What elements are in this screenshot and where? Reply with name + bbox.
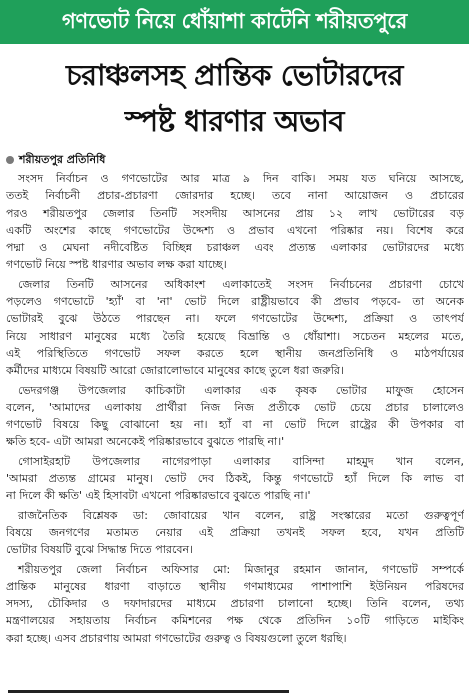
article-line: বলেন, 'আমাদের এলাকায় প্রার্থীরা নিজ নিজ প্রতীকে ভোট চেয়ে প্রচার চালালেও xyxy=(6,400,464,414)
article-line: পড়লেও গণভোটে 'হ্যাঁ' বা 'না' ভোট দিলে রাষ্ট্রীয়ভাবে কী প্রভাব পড়বে- তা অনেক xyxy=(6,295,464,309)
article-line: কর্মীদের মাধ্যমে বিষয়টি আরো জোরালোভাবে মানুষের কাছে তুলে ধরা জরুরি। xyxy=(6,364,344,378)
article-paragraph xyxy=(6,382,464,451)
article-paragraph xyxy=(6,507,464,559)
article-line: মন্ত্রণালয়ের সহায়তায় নির্বাচন কমিশনের পক্ষ থেকে প্রতিদিন ১০টি গাড়িতে মাইকিং xyxy=(6,614,464,628)
article-line: প্রান্তিক মানুষের ধারণা বাড়াতে স্থানীয় গণমাধ্যমের পাশাপাশি ইউনিয়ন পরিষদের xyxy=(6,579,464,593)
article-line: 'আমরা প্রত্যন্ত গ্রামের মানুষ। ভোট দেব ঠিকই, কিন্তু গণভোটে হ্যাঁ দিলে কি লাভ বা xyxy=(6,472,464,486)
article-line: ভোটার বিষয়টি বুঝে সিদ্ধান্ত দিতে পারবেন। xyxy=(6,543,193,557)
article-line: শরীয়তপুর জেলা নির্বাচন অফিসার মো: মিজানুর রহমান জানান, গণভোট সম্পর্কে xyxy=(18,562,464,576)
article-line: ভেদরগঞ্জ উপজেলার কাচিকাটা এলাকার এক কৃষক ভোটার মাফুজ হোসেন xyxy=(18,383,464,397)
article-paragraph xyxy=(6,276,464,380)
article-line: পরও শরীয়তপুর জেলার তিনটি সংসদীয় আসনের প্রায় ১২ লাখ ভোটারের বড় xyxy=(6,206,464,220)
article-line: ততই নির্বাচনী প্রচার-প্রচারণা জোরদার হচ্ছে। তবে নানা আয়োজন ও প্রচারের xyxy=(6,189,464,203)
article-paragraph xyxy=(6,561,464,647)
headline-line-1: চরাঞ্চলসহ প্রান্তিক ভোটারদের xyxy=(66,58,403,92)
article-body xyxy=(6,170,464,649)
article-line: নিয়ে সাধারণ মানুষের মধ্যে তৈরি হয়েছে বিভ্রান্তি ও ধোঁয়াশা। সচেতন মহলের মতে, xyxy=(6,329,464,343)
article-line: সংসদ নির্বাচন ও গণভোটের আর মাত্র ৯ দিন বাকি। সময় যত ঘনিয়ে আসছে, xyxy=(18,172,464,185)
headline-line-2: স্পষ্ট ধারণার অভাব xyxy=(124,104,345,138)
article-line: গণভোট নিয়ে স্পষ্ট ধারণার অভাব লক্ষ করা যাচ্ছে। xyxy=(6,258,227,272)
article-line: জেলার তিনটি আসনের অধিকাংশ এলাকাতেই সংসদ নির্বাচনের প্রচারণা চোখে xyxy=(18,277,464,291)
article-line: পদ্মা ও মেঘনা নদীবেষ্টিত বিচ্ছিন্ন চরাঞ্চল এবং প্রত্যন্ত এলাকার ভোটারদের মধ্যে xyxy=(6,241,464,255)
article-paragraph xyxy=(6,170,464,274)
article-line: বিষয়ে জনগণের মতামত নেয়ার এই প্রক্রিয়া তখনই সফল হবে, যখন প্রতিটি xyxy=(6,525,464,539)
article-line: ভোটারই বুঝে উঠতে পারছেন না। ফলে গণভোটের উদ্দেশ্য, প্রক্রিয়া ও তাৎপর্য xyxy=(6,312,464,326)
bullet-icon xyxy=(6,156,14,164)
article-line: রাজনৈতিক বিশ্লেষক ডা: জোবায়ের খান বলেন, রাষ্ট্র সংস্কারের মতো গুরুত্বপূর্ণ xyxy=(18,508,464,522)
article-line: গোসাইরহাট উপজেলার নাগেরপাড়া এলাকার বাসিন্দা মাহমুদ খান বলেন, xyxy=(18,454,464,468)
article-paragraph xyxy=(6,453,464,505)
byline xyxy=(6,152,105,168)
article-line: করা হচ্ছে। এসব প্রচারণায় আমরা গণভোটের গুরুত্ব ও বিষয়গুলো তুলে ধরছি। xyxy=(6,631,347,645)
article-line: সদস্য, চৌকিদার ও দফাদারদের মাধ্যমে প্রচারণা চালানো হচ্ছে। তিনি বলেন, তথ্য xyxy=(6,597,464,611)
article-line: গণভোট বিষয়ে কিছু বোঝানো হয় না। হ্যাঁ বা না ভোট দিলে রাষ্ট্রের কী উপকার বা xyxy=(6,418,464,432)
article-line: না দিলে কী ক্ষতি' এই হিসাবটা এখনো পরিষ্কারভাবে বুঝতে পারছি না।' xyxy=(6,489,311,503)
next-article-edge xyxy=(0,684,469,695)
kicker-banner xyxy=(0,0,469,44)
article-line: এই পরিস্থিতিতে গণভোট সফল করতে হলে স্থানীয় জনপ্রতিনিধি ও মাঠপর্যায়ের xyxy=(6,346,464,360)
article-line: ক্ষতি হবে- এটা আমরা অনেকেই পরিষ্কারভাবে বুঝতে পারছি না।' xyxy=(6,435,285,449)
article-line: একটি অংশের কাছে গণভোটের উদ্দেশ্য ও প্রভাব এখনো পরিষ্কার নয়। বিশেষ করে xyxy=(6,223,464,237)
kicker-text: গণভোট নিয়ে ধোঁয়াশা কাটেনি শরীয়তপুরে xyxy=(62,8,407,33)
byline-text: শরীয়তপুর প্রতিনিধি xyxy=(19,152,106,166)
headline xyxy=(0,52,469,144)
